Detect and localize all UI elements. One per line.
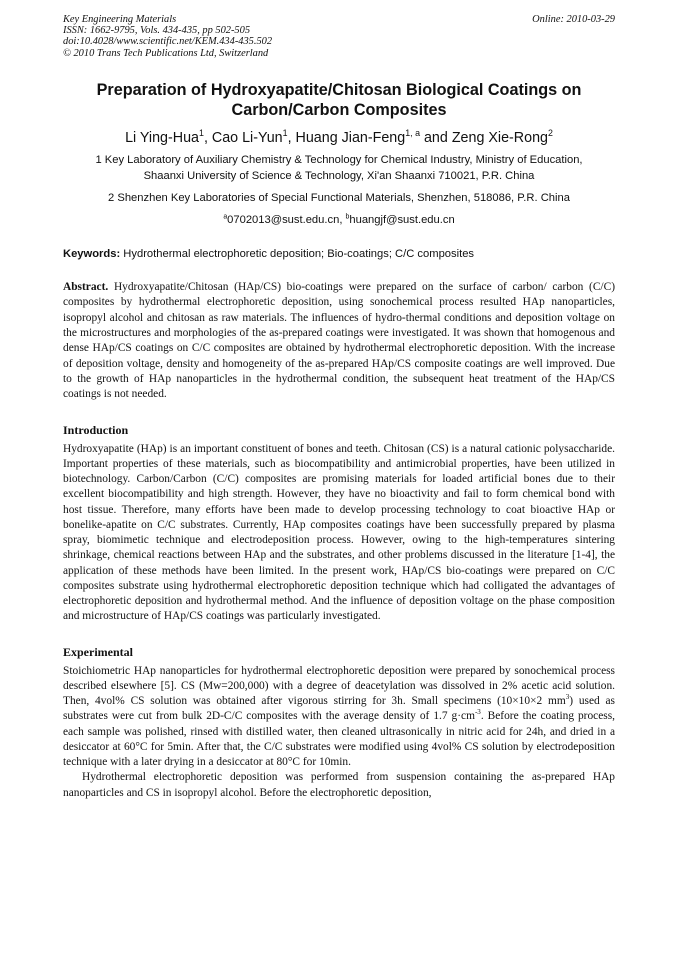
doi-line: doi:10.4028/www.scientific.net/KEM.434-435.502 xyxy=(63,36,273,48)
email-separator: , xyxy=(339,213,346,226)
email-b[interactable]: huangjf@sust.edu.cn xyxy=(349,213,455,226)
affiliation-1 xyxy=(63,152,615,184)
author-separator: and xyxy=(420,129,452,146)
title-line-1: Preparation of Hydroxyapatite/Chitosan Biological Coatings on xyxy=(96,80,582,99)
experimental-text-part: . Before the coating process, each sample was polished, rinsed with distilled water, then cleaned ultrasonically in nitric acid for 24h, and dried in a desiccator at 60°C for 5min. After that, the C/C substrates were modified using 4vol% CS solution by electrodeposition technique with a later drying in a desiccator at 80°C for 10min. xyxy=(63,710,615,769)
issn-line: ISSN: 1662-9795, Vols. 434-435, pp 502-505 xyxy=(63,25,251,37)
author-name: Li Ying-Hua xyxy=(125,129,199,146)
experimental-paragraph-2: Hydrothermal electrophoretic deposition was performed from suspension containing the as-prepared HAp nanoparticles and CS in isopropyl alcohol. Before the electrophoretic deposition, xyxy=(63,771,615,799)
author-name: Zeng Xie-Rong xyxy=(451,129,548,146)
introduction-paragraph: Hydroxyapatite (HAp) is an important constituent of bones and teeth. Chitosan (CS) is a natural cationic polysaccharide. Important properties of these materials, such as biocompatibility and antimicrobial properties, have been utilized in biotechnology. Carbon/Carbon (C/C) composites are promising materials for loaded artificial bones due to their excellent biocompatibility and high strength. However, they have no bioactivity and fail to form chemical bond with host tissue. Therefore, many efforts have been made to develop processing technology to coat bioactive HAp or bonelike-apatite on C/C substrates. Currently, HAp composites coatings have been successfully prepared by plasma spray, biomimetic technique and electrodeposition process. However, owing to the high-temperatures sintering shrinkage, chemical reactions between HAp and the substrates, and other problems discussed in the literature [1-4], the application of these methods have been limited. In the present work, HAp/CS bio-coatings were prepared on C/C composites substrate using hydrothermal electrophoretic deposition technique which had colligated the advantages of electrophoretic deposition and hydrothermal method. And the influence of deposition voltage on the phase composition and microstructure of HAp/CS coatings was particularly investigated. xyxy=(63,442,615,623)
abstract-label: Abstract. xyxy=(63,280,109,293)
email-line xyxy=(63,212,615,228)
affiliation-1-line-2: Shaanxi University of Science & Technology, Xi'an Shaanxi 710021, P.R. China xyxy=(143,169,535,182)
journal-name: Key Engineering Materials xyxy=(63,14,177,25)
paper-page xyxy=(63,14,615,801)
email-mark-a: a xyxy=(223,213,228,221)
abstract-text: Hydroxyapatite/Chitosan (HAp/CS) bio-coatings were prepared on the surface of carbon/ carbon (C/C) composites by hydrothermal electrophoretic deposition, using sonochemical process resulted HAp nanoparticles, isopropyl alcohol and chitosan as raw materials. The influences of hydro-thermal conditions and deposition voltage on the microstructures and morphologies of the as-prepared coatings were investigated. It was shown that homogenous and dense HAp/CS coatings on C/C composites are obtained by hydrothermal electrophoretic deposition. With the increase of deposition voltage, density and homogeneity of the as-prepared HAp/CS composite coatings are well improved. Due to the growth of HAp nanoparticles in the hydrothermal condition, the subsequent heat treatment of the HAp/CS coatings is not needed. xyxy=(63,280,615,401)
affiliation-1-line-1: 1 Key Laboratory of Auxiliary Chemistry & Technology for Chemical Industry, Ministry of Education, xyxy=(95,153,583,166)
email-mark-b: b xyxy=(345,213,350,221)
author-affiliation-mark: 2 xyxy=(547,128,553,139)
superscript-3: 3 xyxy=(565,693,570,702)
superscript-minus-3: -3 xyxy=(474,708,481,717)
author-affiliation-mark: 1 xyxy=(282,128,288,139)
paper-title xyxy=(63,80,615,120)
title-line-2: Carbon/Carbon Composites xyxy=(231,100,447,119)
keywords xyxy=(63,247,615,261)
author-name: Cao Li-Yun xyxy=(211,129,283,146)
keywords-text: Hydrothermal electrophoretic deposition; Bio-coatings; C/C composites xyxy=(120,247,475,260)
keywords-label: Keywords: xyxy=(63,247,121,260)
experimental-text-part: ) used as substrates were cut from bulk 2D-C/C composites with the average density of 1.7 g·cm xyxy=(63,695,615,723)
copyright-line: © 2010 Trans Tech Publications Ltd, Switzerland xyxy=(63,47,269,59)
author-affiliation-mark: 1 xyxy=(199,128,204,139)
author-separator: , xyxy=(287,129,296,146)
affiliation-2: 2 Shenzhen Key Laboratories of Special Functional Materials, Shenzhen, 518086, P.R. China xyxy=(108,191,570,204)
introduction-heading: Introduction xyxy=(63,422,129,437)
author-list xyxy=(63,129,615,147)
author-name: Huang Jian-Feng xyxy=(295,129,406,146)
author-affiliation-mark: 1, a xyxy=(405,128,420,139)
abstract xyxy=(63,280,615,403)
journal-header xyxy=(63,14,615,59)
email-a[interactable]: 0702013@sust.edu.cn xyxy=(227,213,340,226)
author-separator: , xyxy=(203,129,212,146)
experimental-text-part: Stoichiometric HAp nanoparticles for hydrothermal electrophoretic deposition were prepared by sonochemical process described elsewhere [5]. CS (Mw=200,000) with a degree of deacetylation was dissolved in 2% acetic acid solution. Then, 4vol% CS solution was obtained after vigorous stirring for 3h. Small specimens (10×10×2 mm xyxy=(63,664,615,708)
experimental-heading: Experimental xyxy=(63,644,133,659)
online-date: Online: 2010-03-29 xyxy=(532,14,615,25)
experimental-paragraph-1 xyxy=(63,664,615,771)
